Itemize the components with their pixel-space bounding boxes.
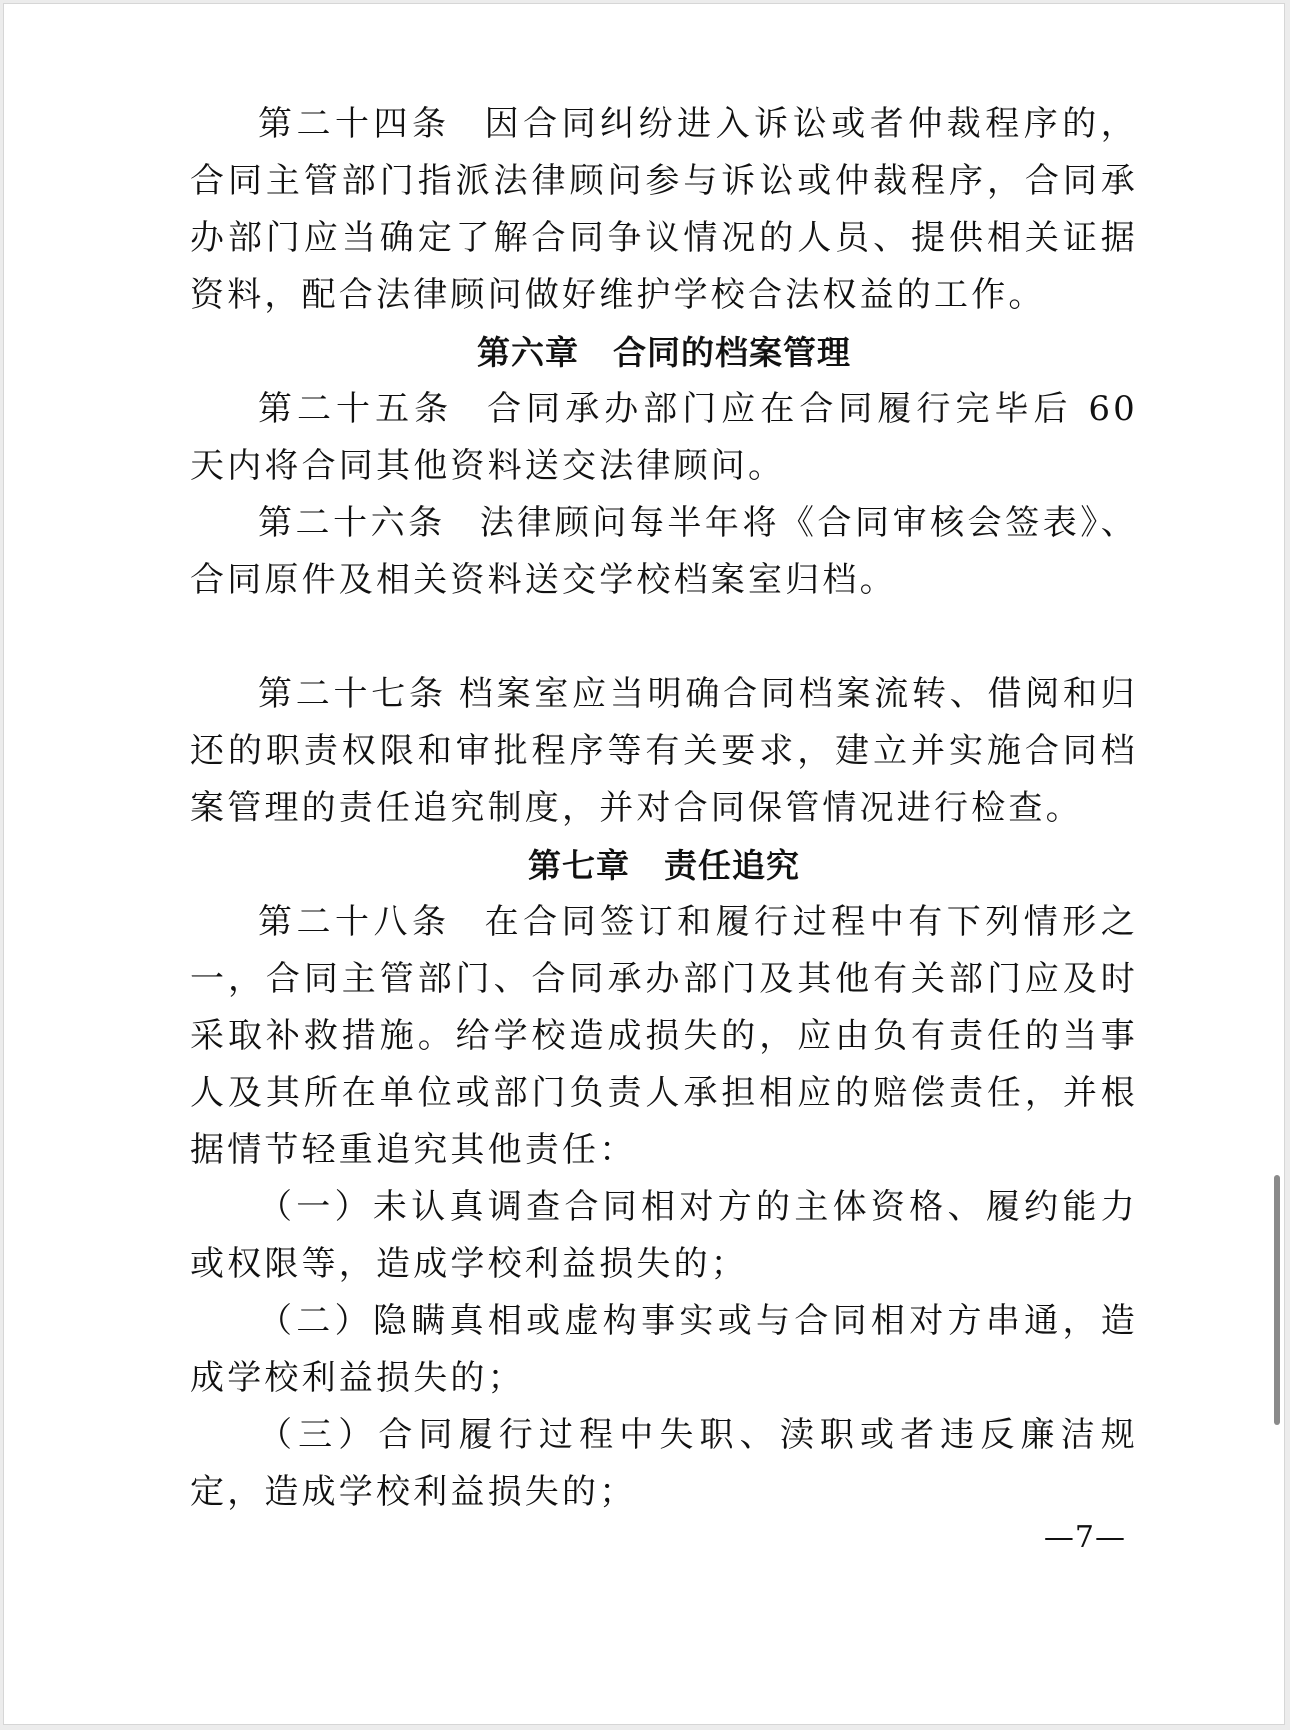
list-item-1: （一）未认真调查合同相对方的主体资格、履约能力或权限等，造成学校利益损失的； [190,1187,1138,1284]
article-28-label: 第二十八条 [258,902,451,942]
list-item-3: （三）合同履行过程中失职、渎职或者违反廉洁规定，造成学校利益损失的； [190,1415,1138,1512]
list-item-2: （二）隐瞒真相或虚构事实或与合同相对方串通，造成学校利益损失的； [190,1301,1138,1398]
article-28 [190,894,1138,1179]
article-25 [190,381,1138,495]
article-24-text: 因合同纠纷进入诉讼或者仲裁程序的，合同主管部门指派法律顾问参与诉讼或仲裁程序，合同承办部门应当确定了解合同争议情况的人员、提供相关证据资料，配合法律顾问做好维护学校合法权益的工作。 [190,104,1139,315]
article-27-label: 第二十七条 [258,674,447,714]
chapter-7-number: 第七章 [528,846,630,885]
article-28-text: 在合同签订和履行过程中有下列情形之一，合同主管部门、合同承办部门及其他有关部门应及时采取补救措施。给学校造成损失的，应由负有责任的当事人及其所在单位或部门负责人承担相应的赔偿责任，并根据情节轻重追究其他责任： [190,902,1139,1170]
article-26 [190,495,1138,609]
document-body [190,96,1138,1521]
article-25-label: 第二十五条 [258,389,454,429]
chapter-7-title: 责任追究 [664,846,800,885]
chapter-6-number: 第六章 [477,333,579,372]
article-26-label: 第二十六条 [258,503,446,543]
article-24 [190,96,1138,324]
vertical-scrollbar[interactable] [1274,1175,1280,1425]
article-27 [190,666,1138,837]
article-27-text: 档案室应当明确合同档案流转、借阅和归还的职责权限和审批程序等有关要求，建立并实施合同档案管理的责任追究制度，并对合同保管情况进行检查。 [190,674,1139,828]
document-page [3,3,1285,1725]
article-25-text: 合同承办部门应在合同履行完毕后 60 天内将合同其他资料送交法律顾问。 [190,389,1139,486]
article-24-label: 第二十四条 [258,104,451,144]
chapter-7-heading [190,837,1138,894]
article-26-text: 法律顾问每半年将《合同审核会签表》、合同原件及相关资料送交学校档案室归档。 [190,503,1138,600]
page-number: —7— [1043,1520,1126,1555]
blank-line [190,609,1138,666]
chapter-6-title: 合同的档案管理 [613,333,851,372]
chapter-6-heading [190,324,1138,381]
